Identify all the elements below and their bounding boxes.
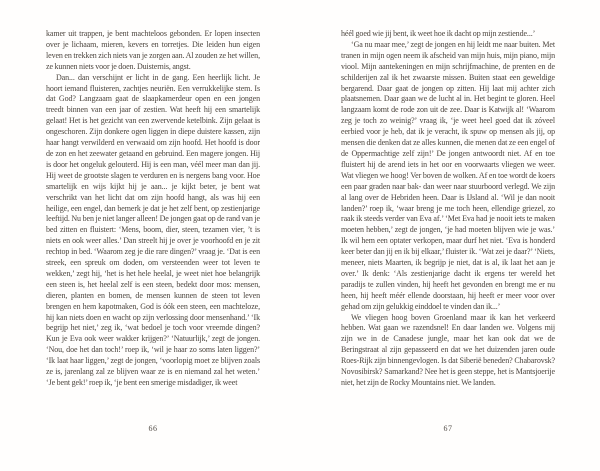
paragraph: héél goed wie jij bent, ik weet hoe ik dacht op mijn zestiende...’ — [341, 29, 536, 38]
page-number-right: 67 — [443, 424, 453, 433]
paragraph: We vliegen hoog boven Groenland maar ik kan het verkeerd hebben. Wat gaan we razendsnel! En daar landen we. Volgens mij zijn we in de Canadese jungle, maar het kan ook dat we de Beringstraat al zijn gepasseerd en dat we het duizenden jaren oude Roes-Rijk zijn binnengevlogen. Is dat Siberië beneden? Chabarovsk? Novosibirsk? Samarkand? Nee het is geen steppe, het is Mantsjoerije niet, het zijn de Rocky Mountains niet. We landen. — [341, 312, 555, 387]
page-number-left: 66 — [148, 424, 158, 433]
page-right — [341, 29, 555, 389]
paragraph: Dan... dan verschijnt er licht in de gang. Een heerlijk licht. Je hoort iemand fluisteren, zachtjes neuriën. Een verrukkelijke stem. Is dat God? Langzaam gaat de slaapkamerdeur open en een jongen treedt binnen van een jaar of zestien. Wat heeft hij een smartelijk gelaat! Het is het gezicht van een zwervende ketelbink. Zijn gelaat is ongeschoren. Zijn donkere ogen liggen in diepe duistere kassen, zijn haar hangt verwilderd en verwaaid om zijn hoofd. Het hoofd is door de zon en het zeewater getaand en gebruind. Een magere jongen. Hij is door het ongeluk gelouterd. Hij is een man, véél meer man dan jij. Hij weet de grootste slagen te verduren en is nergens bang voor. Hoe smartelijk en wijs kijkt hij je aan... je kijkt beter, je bent wat verschrikt van het licht dat om zijn hoofd hangt, als was hij een heilige, een engel, dan bemerk je dat je het zelf bent, op zestienjarige leeftijd. Nu ben je niet langer alleen! De jongen gaat op de rand van je bed zitten en fluistert: ‘Mens, boom, dier, steen, tezamen vier, ’t is niets en ook weer alles.’ Dan streelt hij je over je voorhoofd en je zit rechtop in bed. ‘Waarom zeg je die rare dingen?’ vraag je. ‘Dat is een streek, een spreuk om doden, om versteenden weer tot leven te wekken,’ zegt hij, ‘het is het hele heelal, je weet niet hoe belangrijk een steen is, het heelal zelf is een steen, bedekt door mos: mensen, dieren, planten en bomen, de mensen kunnen de steen tot leven brengen en hem kapotmaken, God is óók een steen, een machteloze, hij kan niets doen en wacht op zijn verlossing door mensenhand.’ ‘Ik begrijp het niet,’ zeg ik, ‘wat bedoel je toch voor vreemde dingen? Kun je Eva ook weer wakker krijgen?’ ‘Natuurlijk,’ zegt de jongen. ‘Nou, doe het dan toch!’ roep ik, ‘wil je haar zo soms laten liggen?’ ‘Ik laat haar liggen,’ zegt de jongen, ‘voorlopig moet ze blijven zoals ze is, jarenlang zal ze blijven waar ze is en niemand zal het weten.’ ‘Je bent gek!’ roep ik, ‘je bent een smerige misdadiger, ik weet — [46, 72, 260, 387]
paragraph: kamer uit trappen, je bent machteloos gebonden. Er lopen insecten over je lichaam, mieren, kevers en torretjes. Die leiden hun eigen leven en trekken zich niets van je zorgen aan. Al zouden ze het willen, ze kunnen niets voor je doen. Duisternis, angst. — [46, 29, 260, 71]
page-left — [46, 29, 260, 389]
paragraph: ‘Ga nu maar mee,’ zegt de jongen en hij leidt me naar buiten. Met tranen in mijn ogen neem ik afscheid van mijn huis, mijn piano, mijn viool. Mijn aantekeningen en mijn schrijfmachine, de prenten en de schilderijen zal ik het zwaarste missen. Buiten staat een geweldige bergarend. Daar gaat de jongen op zitten. Hij laat mij achter zich plaatsnemen. Daar gaan we de lucht al in. Het begint te gloren. Heel langzaam komt de rode zon uit de zee. Daar is Katwijk al! ‘Waarom zeg je toch zo weinig?’ vraag ik, ‘je weet heel goed dat ik zóveel eerbied voor je heb, dat ik je veracht, ik spuw op mensen als jij, op mensen die denken dat ze alles kunnen, die menen dat ze een engel of de Oppermachtige zelf zijn!’ De jongen antwoordt niet. Af en toe fluistert hij de arend iets in het oor en voorwaarts vliegen we weer. Wat vliegen we hoog! Ver boven de wolken. Af en toe wordt de koers een paar graden naar bak- dan weer naar stuurboord verlegd. We zijn al lang over de Hebriden heen. Daar is IJsland al. ‘Wil je dan nooit landen?’ roep ik, ‘waar breng je me toch heen, ellendige griezel, zo raak ik steeds verder van Eva af.’ ‘Met Eva had je nooit iets te maken moeten hebben,’ zegt de jongen, ‘je had moeten blijven wie je was.’ Ik wil hem een optater verkopen, maar durf het niet. ‘Eva is honderd keer beter dan jij en ik bij elkaar,’ fluister ik. ‘Wat zei je daar?’ ‘Niets, meneer, niets Maarten, ik begrijp je niet, dat is al, ik laat het aan je over.’ Ik denk: ‘Als zestienjarige dacht ik ergens ter wereld het paradijs te zullen vinden, hij heeft het gevonden en brengt me er nu heen, hij heeft méér ellende doorstaan, hij heeft er meer voor over gehad om zijn gelukkig einddoel te vinden dan ik...’ — [341, 39, 555, 311]
